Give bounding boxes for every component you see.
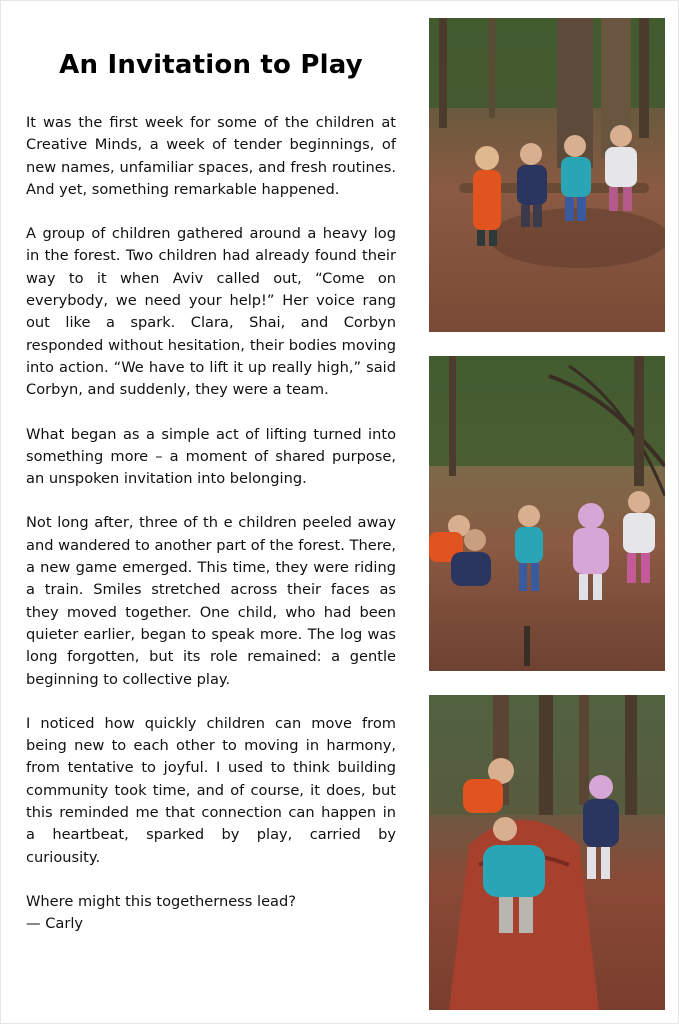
photo-children-at-log xyxy=(429,18,665,332)
photo-children-at-stump xyxy=(429,695,665,1010)
closing-question: Where might this togetherness lead? xyxy=(26,892,297,910)
paragraph-2: A group of children gathered around a heavy log in the forest. Two children had already found their way to it when Aviv called out, “Come on everybody, we need your help!” Her voice rang out like a spark. Clara, Shai, and Corbyn responded without hesitation, their bodies moving into action. “We have to lift it up really high,” said Corbyn, and suddenly, they were a team. xyxy=(26,225,396,399)
paragraph-3: What began as a simple act of lifting turned into something more – a moment of shared purpose, an unspoken invitation into belonging. xyxy=(26,425,396,488)
paragraph-4: Not long after, three of th e children peeled away and wandered to another part of the forest. There, a new game emerged. This time, they were riding a train. Smiles stretched across their faces as they moved together. One child, who had been quieter earlier, began to speak more. The log was long forgotten, but its role remained: a gentle beginning to collective play. xyxy=(26,514,396,688)
signature: — Carly xyxy=(26,915,84,933)
paragraph-5: I noticed how quickly children can move from being new to each other to moving in harmony, from tentative to joyful. I used to think building community took time, and of course, it does, but this reminded me that connection can happen in a heartbeat, sparked by play, carried by curiousity. xyxy=(26,714,396,866)
closing xyxy=(26,891,396,936)
photo-children-in-clearing xyxy=(429,356,665,671)
paragraph-1: It was the first week for some of the children at Creative Minds, a week of tender beginnings, of new names, unfamiliar spaces, and fresh routines. And yet, something remarkable happened. xyxy=(26,114,396,198)
article-title: An Invitation to Play xyxy=(59,50,363,80)
article-column xyxy=(26,50,396,936)
